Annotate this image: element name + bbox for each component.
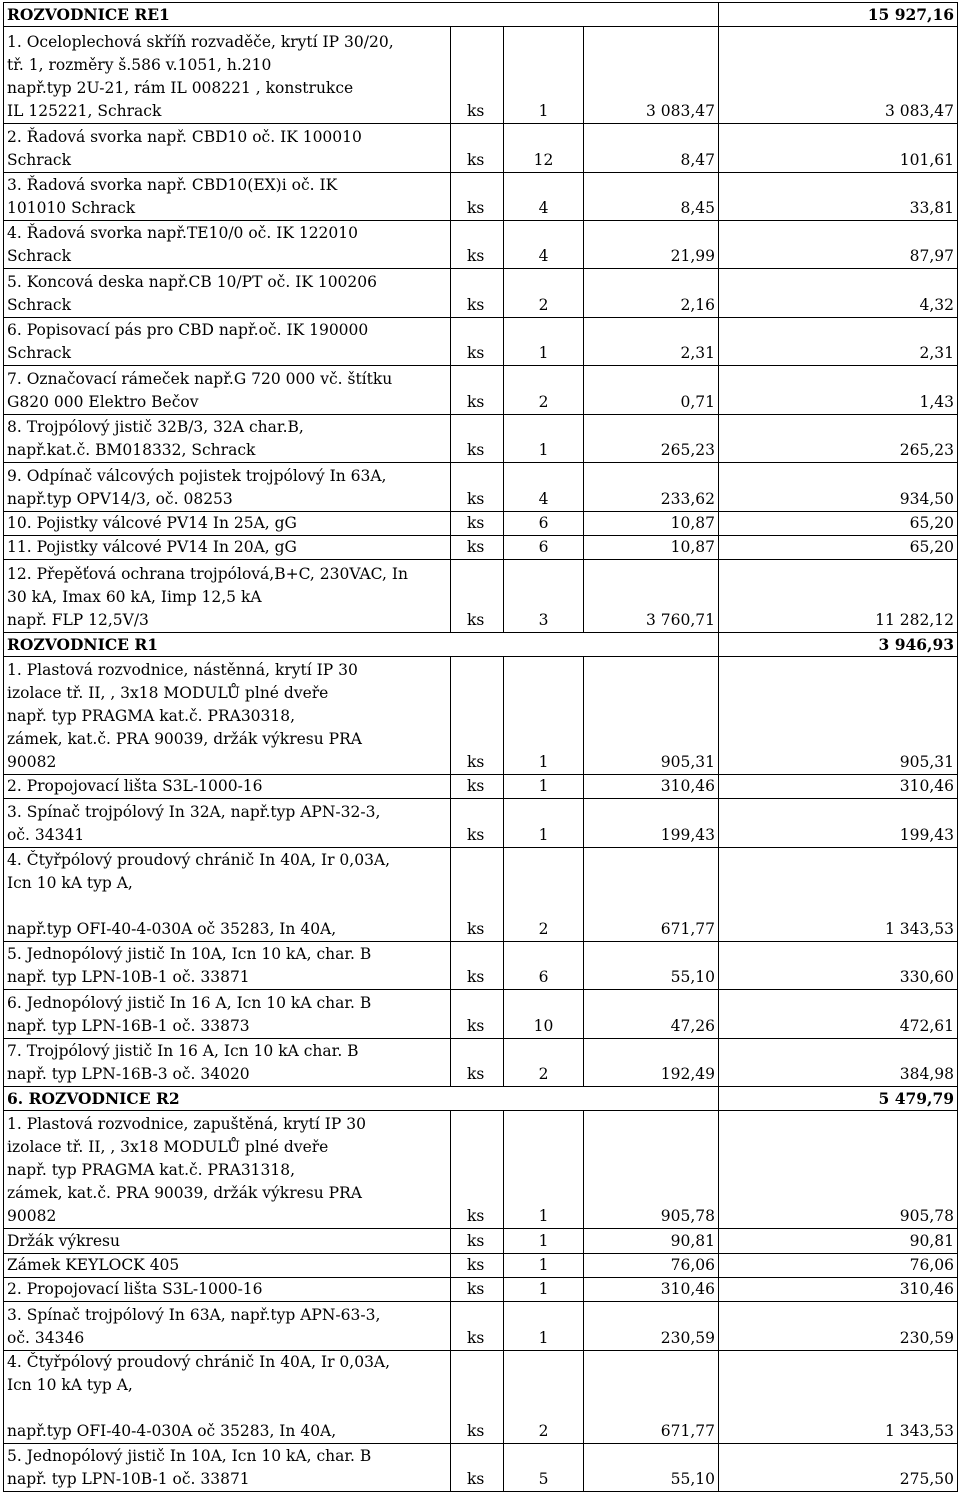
item-unit: ks (451, 1444, 504, 1492)
item-total-price: 3 083,47 (719, 27, 958, 124)
item-quantity: 3 (504, 560, 584, 633)
item-unit-price: 192,49 (584, 1038, 719, 1086)
item-unit: ks (451, 1302, 504, 1350)
item-description: 10. Pojistky válcové PV14 In 25A, gG (4, 511, 451, 535)
item-unit: ks (451, 463, 504, 511)
item-unit-price: 310,46 (584, 1277, 719, 1301)
item-row (4, 1253, 958, 1277)
item-unit: ks (451, 1350, 504, 1444)
item-unit-price: 265,23 (584, 414, 719, 462)
item-total-price: 310,46 (719, 1277, 958, 1301)
item-unit: ks (451, 366, 504, 414)
section-total: 3 946,93 (719, 632, 958, 656)
item-description: 1. Plastová rozvodnice, nástěnná, krytí IP 30 izolace tř. II, , 3x18 MODULŮ plné dveře např. typ PRAGMA kat.č. PRA30318, zámek, kat.č. PRA 90039, držák výkresu PRA 90082 (4, 657, 451, 775)
item-quantity: 1 (504, 27, 584, 124)
item-description: 1. Plastová rozvodnice, zapuštěná, krytí IP 30 izolace tř. II, , 3x18 MODULŮ plné dveře např. typ PRAGMA kat.č. PRA31318, zámek, kat.č. PRA 90039, držák výkresu PRA 90082 (4, 1111, 451, 1229)
item-total-price: 65,20 (719, 535, 958, 559)
item-unit-price: 199,43 (584, 799, 719, 847)
item-quantity: 4 (504, 463, 584, 511)
item-total-price: 265,23 (719, 414, 958, 462)
item-total-price: 4,32 (719, 269, 958, 317)
item-description: 3. Spínač trojpólový In 63A, např.typ APN-63-3, oč. 34346 (4, 1302, 451, 1350)
item-row (4, 535, 958, 559)
item-unit: ks (451, 941, 504, 989)
item-unit-price: 3 760,71 (584, 560, 719, 633)
item-quantity: 2 (504, 1038, 584, 1086)
item-total-price: 2,31 (719, 317, 958, 365)
item-quantity: 1 (504, 1253, 584, 1277)
item-quantity: 2 (504, 269, 584, 317)
item-row (4, 366, 958, 414)
item-quantity: 4 (504, 172, 584, 220)
item-quantity: 1 (504, 1302, 584, 1350)
item-unit-price: 230,59 (584, 1302, 719, 1350)
item-total-price: 934,50 (719, 463, 958, 511)
item-quantity: 1 (504, 1111, 584, 1229)
item-row (4, 463, 958, 511)
item-quantity: 1 (504, 1277, 584, 1301)
item-description: 7. Označovací rámeček např.G 720 000 vč. štítku G820 000 Elektro Bečov (4, 366, 451, 414)
item-unit-price: 2,31 (584, 317, 719, 365)
item-quantity: 1 (504, 1229, 584, 1253)
item-description: 7. Trojpólový jistič In 16 A, Icn 10 kA char. B např. typ LPN-16B-3 oč. 34020 (4, 1038, 451, 1086)
item-description: 2. Řadová svorka např. CBD10 oč. IK 100010 Schrack (4, 124, 451, 172)
item-unit: ks (451, 1277, 504, 1301)
item-description: 5. Koncová deska např.CB 10/PT oč. IK 100206 Schrack (4, 269, 451, 317)
item-unit: ks (451, 535, 504, 559)
item-row (4, 1302, 958, 1350)
item-unit: ks (451, 1253, 504, 1277)
item-description: 1. Oceloplechová skříň rozvaděče, krytí IP 30/20, tř. 1, rozměry š.586 v.1051, h.210 např.typ 2U-21, rám IL 008221 , konstrukce IL 125221, Schrack (4, 27, 451, 124)
item-quantity: 1 (504, 775, 584, 799)
price-table (3, 2, 958, 1492)
item-unit-price: 10,87 (584, 535, 719, 559)
item-total-price: 65,20 (719, 511, 958, 535)
item-total-price: 90,81 (719, 1229, 958, 1253)
item-quantity: 1 (504, 657, 584, 775)
item-total-price: 1 343,53 (719, 1350, 958, 1444)
item-total-price: 472,61 (719, 990, 958, 1038)
item-unit: ks (451, 172, 504, 220)
item-quantity: 1 (504, 414, 584, 462)
item-description: 8. Trojpólový jistič 32B/3, 32A char.B, např.kat.č. BM018332, Schrack (4, 414, 451, 462)
item-unit-price: 905,78 (584, 1111, 719, 1229)
item-description: 9. Odpínač válcových pojistek trojpólový In 63A, např.typ OPV14/3, oč. 08253 (4, 463, 451, 511)
item-unit: ks (451, 1111, 504, 1229)
item-row (4, 1111, 958, 1229)
section-header-row (4, 632, 958, 656)
section-total: 15 927,16 (719, 3, 958, 27)
item-row (4, 317, 958, 365)
item-total-price: 275,50 (719, 1444, 958, 1492)
item-unit: ks (451, 560, 504, 633)
item-description: 6. Popisovací pás pro CBD např.oč. IK 190000 Schrack (4, 317, 451, 365)
item-unit-price: 90,81 (584, 1229, 719, 1253)
item-description: 4. Čtyřpólový proudový chránič In 40A, Ir 0,03A, Icn 10 kA typ A, např.typ OFI-40-4-030A oč 35283, In 40A, (4, 1350, 451, 1444)
item-description: 4. Čtyřpólový proudový chránič In 40A, Ir 0,03A, Icn 10 kA typ A, např.typ OFI-40-4-030A oč 35283, In 40A, (4, 847, 451, 941)
item-total-price: 101,61 (719, 124, 958, 172)
item-quantity: 5 (504, 1444, 584, 1492)
item-row (4, 1350, 958, 1444)
item-unit-price: 21,99 (584, 221, 719, 269)
item-row (4, 990, 958, 1038)
item-unit: ks (451, 990, 504, 1038)
item-total-price: 384,98 (719, 1038, 958, 1086)
item-description: 2. Propojovací lišta S3L-1000-16 (4, 1277, 451, 1301)
item-description: 5. Jednopólový jistič In 10A, Icn 10 kA, char. B např. typ LPN-10B-1 oč. 33871 (4, 1444, 451, 1492)
item-unit-price: 47,26 (584, 990, 719, 1038)
price-table-body (4, 3, 958, 1492)
item-unit-price: 8,47 (584, 124, 719, 172)
section-header-row (4, 3, 958, 27)
item-description: 6. Jednopólový jistič In 16 A, Icn 10 kA char. B např. typ LPN-16B-1 oč. 33873 (4, 990, 451, 1038)
item-row (4, 511, 958, 535)
section-title: 6. ROZVODNICE R2 (4, 1087, 719, 1111)
section-title: ROZVODNICE R1 (4, 632, 719, 656)
item-total-price: 11 282,12 (719, 560, 958, 633)
item-quantity: 6 (504, 535, 584, 559)
item-unit-price: 10,87 (584, 511, 719, 535)
item-unit: ks (451, 657, 504, 775)
item-unit-price: 2,16 (584, 269, 719, 317)
item-unit: ks (451, 414, 504, 462)
item-description: Držák výkresu (4, 1229, 451, 1253)
section-total: 5 479,79 (719, 1087, 958, 1111)
item-row (4, 1277, 958, 1301)
item-unit: ks (451, 775, 504, 799)
item-row (4, 657, 958, 775)
item-row (4, 799, 958, 847)
item-description: 3. Řadová svorka např. CBD10(EX)i oč. IK 101010 Schrack (4, 172, 451, 220)
item-row (4, 172, 958, 220)
item-unit: ks (451, 847, 504, 941)
item-description: 3. Spínač trojpólový In 32A, např.typ APN-32-3, oč. 34341 (4, 799, 451, 847)
item-description: 11. Pojistky válcové PV14 In 20A, gG (4, 535, 451, 559)
item-quantity: 2 (504, 847, 584, 941)
item-total-price: 905,78 (719, 1111, 958, 1229)
item-row (4, 560, 958, 633)
section-header-row (4, 1087, 958, 1111)
item-unit: ks (451, 27, 504, 124)
item-row (4, 27, 958, 124)
item-description: 12. Přepěťová ochrana trojpólová,B+C, 230VAC, In 30 kA, Imax 60 kA, Iimp 12,5 kA např. FLP 12,5V/3 (4, 560, 451, 633)
item-unit: ks (451, 799, 504, 847)
item-quantity: 2 (504, 366, 584, 414)
item-description: Zámek KEYLOCK 405 (4, 1253, 451, 1277)
item-unit-price: 905,31 (584, 657, 719, 775)
item-unit: ks (451, 1229, 504, 1253)
item-quantity: 6 (504, 941, 584, 989)
item-total-price: 1 343,53 (719, 847, 958, 941)
item-total-price: 310,46 (719, 775, 958, 799)
item-unit-price: 8,45 (584, 172, 719, 220)
item-row (4, 775, 958, 799)
item-description: 4. Řadová svorka např.TE10/0 oč. IK 122010 Schrack (4, 221, 451, 269)
item-total-price: 33,81 (719, 172, 958, 220)
item-unit: ks (451, 124, 504, 172)
item-total-price: 330,60 (719, 941, 958, 989)
item-row (4, 414, 958, 462)
item-quantity: 4 (504, 221, 584, 269)
item-unit-price: 0,71 (584, 366, 719, 414)
item-row (4, 124, 958, 172)
item-quantity: 10 (504, 990, 584, 1038)
item-unit-price: 55,10 (584, 1444, 719, 1492)
item-unit: ks (451, 1038, 504, 1086)
item-row (4, 941, 958, 989)
item-unit: ks (451, 221, 504, 269)
item-unit: ks (451, 317, 504, 365)
item-total-price: 905,31 (719, 657, 958, 775)
item-total-price: 76,06 (719, 1253, 958, 1277)
item-row (4, 221, 958, 269)
item-row (4, 1038, 958, 1086)
item-total-price: 199,43 (719, 799, 958, 847)
item-unit-price: 671,77 (584, 1350, 719, 1444)
item-unit: ks (451, 269, 504, 317)
item-unit-price: 76,06 (584, 1253, 719, 1277)
item-unit-price: 55,10 (584, 941, 719, 989)
section-title: ROZVODNICE RE1 (4, 3, 719, 27)
item-quantity: 2 (504, 1350, 584, 1444)
item-row (4, 1229, 958, 1253)
item-description: 2. Propojovací lišta S3L-1000-16 (4, 775, 451, 799)
item-description: 5. Jednopólový jistič In 10A, Icn 10 kA, char. B např. typ LPN-10B-1 oč. 33871 (4, 941, 451, 989)
item-unit-price: 3 083,47 (584, 27, 719, 124)
item-quantity: 12 (504, 124, 584, 172)
item-total-price: 230,59 (719, 1302, 958, 1350)
item-quantity: 1 (504, 799, 584, 847)
item-total-price: 87,97 (719, 221, 958, 269)
item-unit-price: 233,62 (584, 463, 719, 511)
item-quantity: 1 (504, 317, 584, 365)
item-quantity: 6 (504, 511, 584, 535)
item-unit-price: 671,77 (584, 847, 719, 941)
item-row (4, 269, 958, 317)
item-row (4, 1444, 958, 1492)
item-row (4, 847, 958, 941)
item-total-price: 1,43 (719, 366, 958, 414)
item-unit-price: 310,46 (584, 775, 719, 799)
item-unit: ks (451, 511, 504, 535)
